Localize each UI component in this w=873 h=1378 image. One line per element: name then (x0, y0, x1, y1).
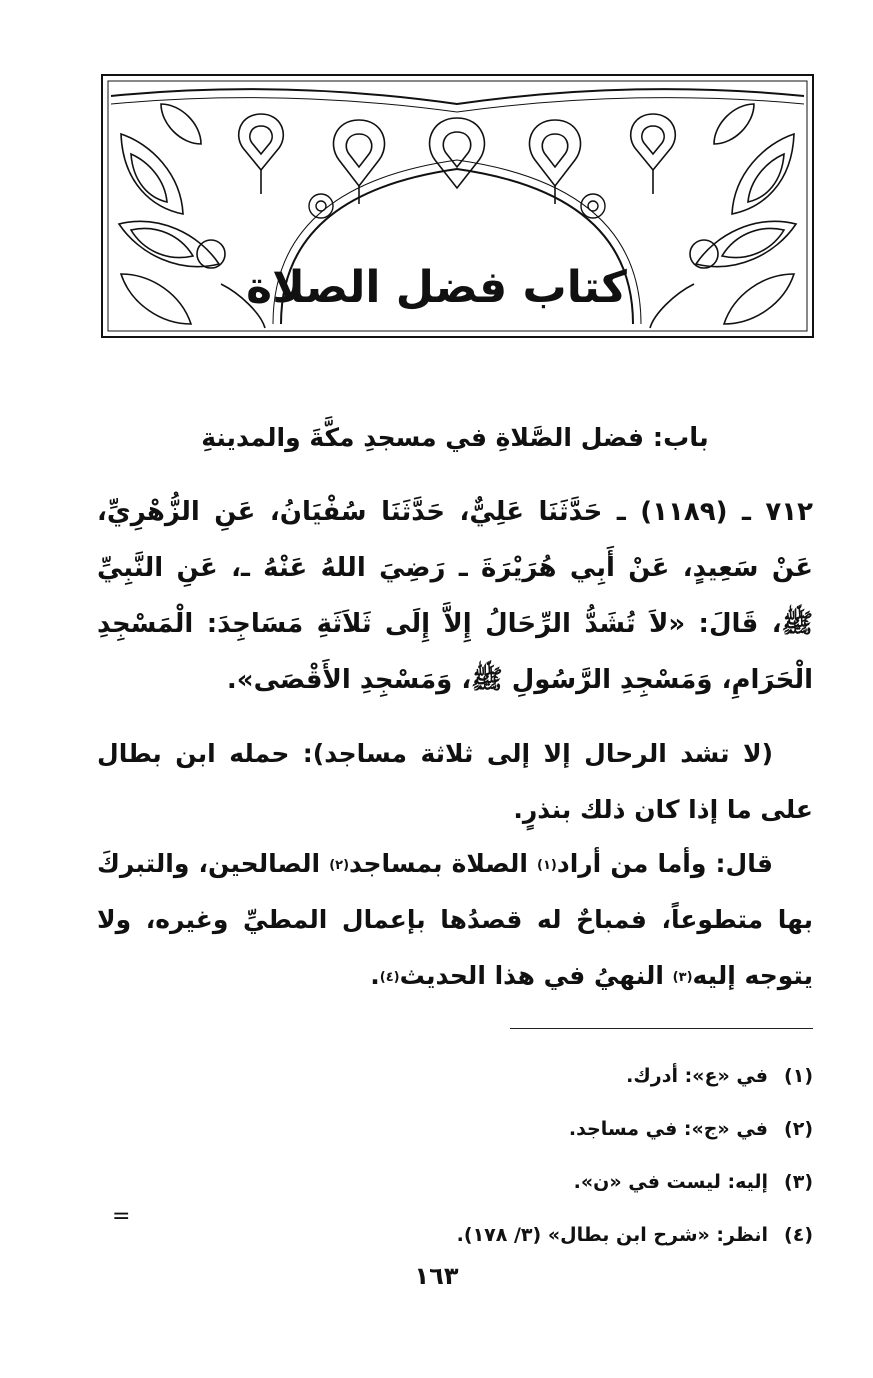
footnote-text: في «ع»: أدرك. (626, 1065, 768, 1087)
footnote-ref-2[interactable]: (٢) (329, 858, 350, 873)
chapter-heading (97, 418, 813, 458)
chapter-label: باب: (652, 423, 709, 453)
footnote-ref-3[interactable]: (٣) (672, 970, 693, 985)
footnote-number: (٤) (784, 1224, 813, 1246)
commentary-text-2b: الصلاة بمساجد (349, 849, 538, 878)
footnote-number: (٢) (784, 1118, 813, 1140)
footnote-1 (97, 1050, 813, 1103)
book-title: كتاب فضل الصلاة (246, 262, 627, 313)
footnote-ref-4[interactable]: (٤) (379, 970, 400, 985)
hadith-text (97, 484, 813, 708)
hadith-body: ـ حَدَّثَنَا عَلِيٌّ، حَدَّثَنَا سُفْيَانُ، عَنِ الزُّهْرِيِّ، عَنْ سَعِيدٍ، عَنْ أَبِي هُرَيْرَةَ ـ رَضِيَ اللهُ عَنْهُ ـ، عَنِ النَّبِيِّ ﷺ، قَالَ: «لاَ تُشَدُّ الرِّحَالُ إِلاَّ إِلَى ثَلاَثَةِ مَسَاجِدَ: الْمَسْجِدِ الْحَرَامِ، وَمَسْجِدِ الرَّسُولِ ﷺ، وَمَسْجِدِ الأَقْصَى». (97, 497, 813, 695)
commentary-text-2c: الصالحين، والتبركَ بها متطوعاً، فمباحٌ له قصدُها بإعمال المطيِّ وغيره، ولا يتوجه إليه (97, 849, 813, 990)
commentary-text-1: (لا تشد الرحال إلا إلى ثلاثة مساجد): حمله ابن بطال على ما إذا كان ذلك بنذرٍ. (97, 739, 813, 824)
commentary-paragraph-1 (97, 726, 813, 838)
footnote-number: (٣) (784, 1171, 813, 1193)
page-number: ١٦٣ (414, 1262, 459, 1290)
footnote-text: انظر: «شرح ابن بطال» (٣/ ١٧٨). (456, 1224, 768, 1246)
footnote-text: في «ج»: في مساجد. (568, 1118, 768, 1140)
footnote-text: إليه: ليست في «ن». (573, 1171, 768, 1193)
commentary-paragraph-2 (97, 836, 813, 1004)
footnote-2 (97, 1103, 813, 1156)
commentary-text-2e: . (370, 961, 380, 990)
footnote-3 (97, 1156, 813, 1209)
footnote-divider (510, 1028, 813, 1029)
footnote-ref-1[interactable]: (١) (537, 858, 557, 873)
commentary-text-2d: النهيُ في هذا الحديث (399, 961, 673, 990)
chapter-title: فضل الصَّلاةِ في مسجدِ مكَّةَ والمدينةِ (201, 423, 645, 452)
footnotes-list (97, 1050, 813, 1262)
hadith-number: ٧١٢ ـ (١١٨٩) (640, 497, 813, 527)
continuation-mark: = (112, 1204, 131, 1229)
footnote-number: (١) (784, 1065, 813, 1087)
footnote-4 (97, 1209, 813, 1262)
commentary-text-2a: قال: وأما من أراد (556, 849, 773, 878)
